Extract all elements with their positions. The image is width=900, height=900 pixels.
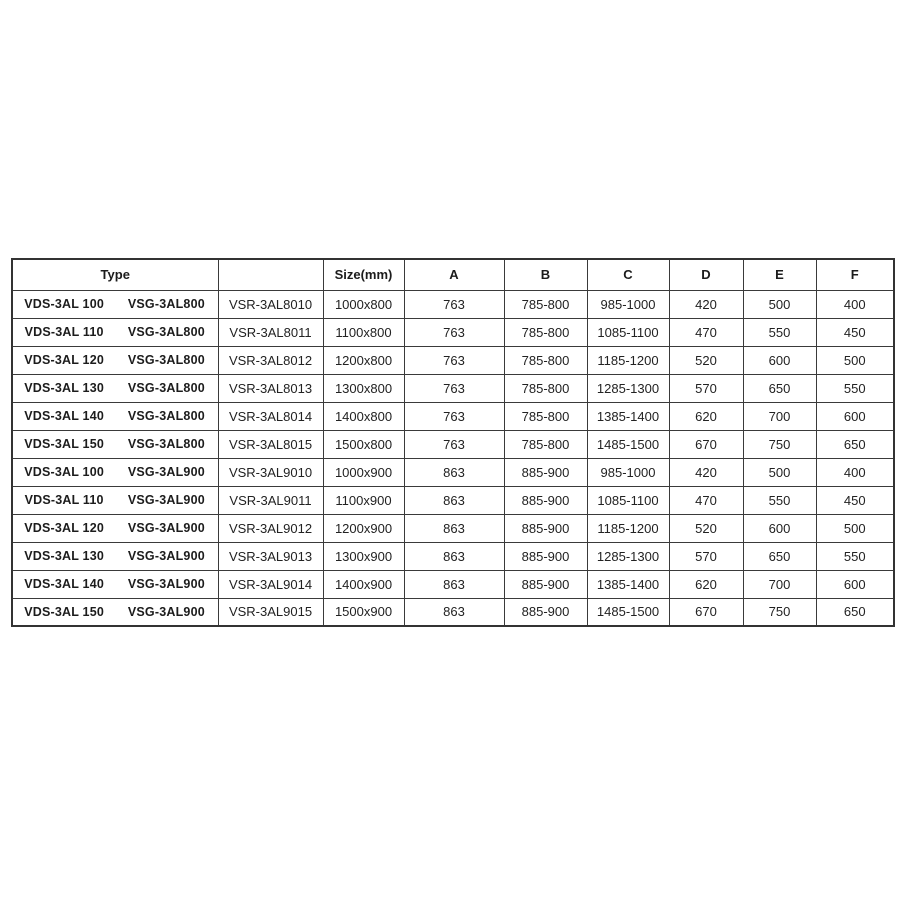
model-cell: VSR-3AL8013 [218,374,323,402]
type-cell [12,430,218,458]
type-vsg-label: VSG-3AL900 [127,549,205,563]
type-vds-label: VDS-3AL 120 [24,353,105,367]
value-b-cell: 885-900 [504,542,587,570]
type-label-pair [13,577,218,591]
value-b-cell: 785-800 [504,318,587,346]
value-e-cell: 650 [743,374,816,402]
type-label-pair [13,493,218,507]
value-b-cell: 885-900 [504,486,587,514]
type-vsg-label: VSG-3AL800 [127,297,205,311]
value-c-cell: 1485-1500 [587,430,669,458]
type-cell [12,542,218,570]
value-a-cell: 863 [404,458,504,486]
model-cell: VSR-3AL8011 [218,318,323,346]
value-a-cell: 863 [404,570,504,598]
type-vds-label: VDS-3AL 130 [24,549,105,563]
type-cell [12,598,218,626]
value-d-cell: 620 [669,570,743,598]
value-a-cell: 763 [404,290,504,318]
value-a-cell: 763 [404,346,504,374]
value-f-cell: 400 [816,290,894,318]
value-e-cell: 700 [743,570,816,598]
table-row [12,542,894,570]
value-d-cell: 470 [669,318,743,346]
value-f-cell: 500 [816,346,894,374]
type-label-pair [13,353,218,367]
value-c-cell: 985-1000 [587,458,669,486]
value-e-cell: 600 [743,346,816,374]
model-cell: VSR-3AL8012 [218,346,323,374]
value-e-cell: 500 [743,290,816,318]
model-cell: VSR-3AL9014 [218,570,323,598]
model-cell: VSR-3AL9015 [218,598,323,626]
value-f-cell: 550 [816,374,894,402]
value-c-cell: 1185-1200 [587,346,669,374]
value-b-cell: 785-800 [504,402,587,430]
value-d-cell: 470 [669,486,743,514]
value-e-cell: 750 [743,430,816,458]
value-f-cell: 650 [816,598,894,626]
value-c-cell: 1285-1300 [587,542,669,570]
value-e-cell: 650 [743,542,816,570]
type-cell [12,290,218,318]
type-vsg-label: VSG-3AL800 [127,381,205,395]
value-f-cell: 600 [816,402,894,430]
value-f-cell: 450 [816,486,894,514]
spec-table-header [12,259,894,290]
value-a-cell: 763 [404,374,504,402]
header-cell-e: E [743,259,816,290]
value-e-cell: 600 [743,514,816,542]
value-d-cell: 520 [669,514,743,542]
table-row [12,598,894,626]
value-d-cell: 420 [669,290,743,318]
spec-table [11,258,895,627]
type-label-pair [13,465,218,479]
value-e-cell: 550 [743,486,816,514]
size-cell: 1200x900 [323,514,404,542]
model-cell: VSR-3AL9013 [218,542,323,570]
size-cell: 1100x900 [323,486,404,514]
value-f-cell: 500 [816,514,894,542]
size-cell: 1500x900 [323,598,404,626]
type-label-pair [13,409,218,423]
size-cell: 1300x900 [323,542,404,570]
header-cell-model [218,259,323,290]
type-vds-label: VDS-3AL 100 [24,465,105,479]
type-cell [12,318,218,346]
size-cell: 1400x900 [323,570,404,598]
value-a-cell: 863 [404,486,504,514]
type-vds-label: VDS-3AL 150 [24,437,105,451]
model-cell: VSR-3AL8014 [218,402,323,430]
model-cell: VSR-3AL9010 [218,458,323,486]
header-cell-d: D [669,259,743,290]
size-cell: 1200x800 [323,346,404,374]
type-label-pair [13,325,218,339]
model-cell: VSR-3AL9011 [218,486,323,514]
value-c-cell: 1185-1200 [587,514,669,542]
value-c-cell: 1285-1300 [587,374,669,402]
type-vsg-label: VSG-3AL900 [127,521,205,535]
model-cell: VSR-3AL8010 [218,290,323,318]
type-label-pair [13,521,218,535]
type-label-pair [13,381,218,395]
table-row [12,318,894,346]
value-e-cell: 750 [743,598,816,626]
value-b-cell: 785-800 [504,290,587,318]
value-d-cell: 420 [669,458,743,486]
type-vds-label: VDS-3AL 130 [24,381,105,395]
value-c-cell: 985-1000 [587,290,669,318]
type-vds-label: VDS-3AL 150 [24,604,105,619]
type-vsg-label: VSG-3AL900 [127,604,205,619]
type-vds-label: VDS-3AL 120 [24,521,105,535]
value-b-cell: 885-900 [504,458,587,486]
type-cell [12,458,218,486]
table-row [12,458,894,486]
value-c-cell: 1085-1100 [587,318,669,346]
value-a-cell: 863 [404,542,504,570]
model-cell: VSR-3AL9012 [218,514,323,542]
value-a-cell: 863 [404,598,504,626]
size-cell: 1500x800 [323,430,404,458]
header-cell-c: C [587,259,669,290]
type-vsg-label: VSG-3AL900 [127,465,205,479]
value-b-cell: 785-800 [504,430,587,458]
type-vsg-label: VSG-3AL800 [127,409,205,423]
value-c-cell: 1385-1400 [587,402,669,430]
header-cell-f: F [816,259,894,290]
type-label-pair [13,437,218,451]
header-row [12,259,894,290]
value-a-cell: 763 [404,402,504,430]
header-cell-b: B [504,259,587,290]
type-vsg-label: VSG-3AL800 [127,325,205,339]
type-cell [12,346,218,374]
value-b-cell: 885-900 [504,514,587,542]
size-cell: 1300x800 [323,374,404,402]
type-cell [12,402,218,430]
value-c-cell: 1385-1400 [587,570,669,598]
type-vds-label: VDS-3AL 140 [24,409,105,423]
type-cell [12,374,218,402]
value-f-cell: 450 [816,318,894,346]
value-a-cell: 763 [404,318,504,346]
type-vsg-label: VSG-3AL800 [127,353,205,367]
table-row [12,290,894,318]
table-row [12,514,894,542]
value-d-cell: 670 [669,598,743,626]
table-row [12,570,894,598]
type-vds-label: VDS-3AL 100 [24,297,105,311]
size-cell: 1100x800 [323,318,404,346]
value-f-cell: 550 [816,542,894,570]
value-f-cell: 650 [816,430,894,458]
value-d-cell: 520 [669,346,743,374]
value-e-cell: 500 [743,458,816,486]
type-label-pair [13,549,218,563]
table-row [12,346,894,374]
value-d-cell: 570 [669,374,743,402]
value-b-cell: 785-800 [504,374,587,402]
value-d-cell: 570 [669,542,743,570]
type-label-pair [13,605,218,619]
table-row [12,430,894,458]
table-row [12,486,894,514]
type-vds-label: VDS-3AL 110 [24,493,104,507]
header-cell-a: A [404,259,504,290]
value-d-cell: 620 [669,402,743,430]
type-vsg-label: VSG-3AL900 [127,577,205,591]
type-cell [12,486,218,514]
size-cell: 1000x900 [323,458,404,486]
model-cell: VSR-3AL8015 [218,430,323,458]
table-row [12,402,894,430]
value-b-cell: 885-900 [504,598,587,626]
value-b-cell: 785-800 [504,346,587,374]
value-b-cell: 885-900 [504,570,587,598]
value-e-cell: 550 [743,318,816,346]
value-a-cell: 863 [404,514,504,542]
table-row [12,374,894,402]
value-c-cell: 1085-1100 [587,486,669,514]
value-c-cell: 1485-1500 [587,598,669,626]
type-vds-label: VDS-3AL 140 [24,577,105,591]
header-cell-type: Type [12,259,218,290]
value-a-cell: 763 [404,430,504,458]
type-vsg-label: VSG-3AL800 [127,437,205,451]
header-cell-size: Size(mm) [323,259,404,290]
size-cell: 1000x800 [323,290,404,318]
type-vds-label: VDS-3AL 110 [24,325,104,339]
size-cell: 1400x800 [323,402,404,430]
type-cell [12,570,218,598]
value-f-cell: 400 [816,458,894,486]
spec-table-body [12,290,894,626]
value-e-cell: 700 [743,402,816,430]
type-cell [12,514,218,542]
value-f-cell: 600 [816,570,894,598]
type-vsg-label: VSG-3AL900 [127,493,205,507]
type-label-pair [13,297,218,311]
value-d-cell: 670 [669,430,743,458]
